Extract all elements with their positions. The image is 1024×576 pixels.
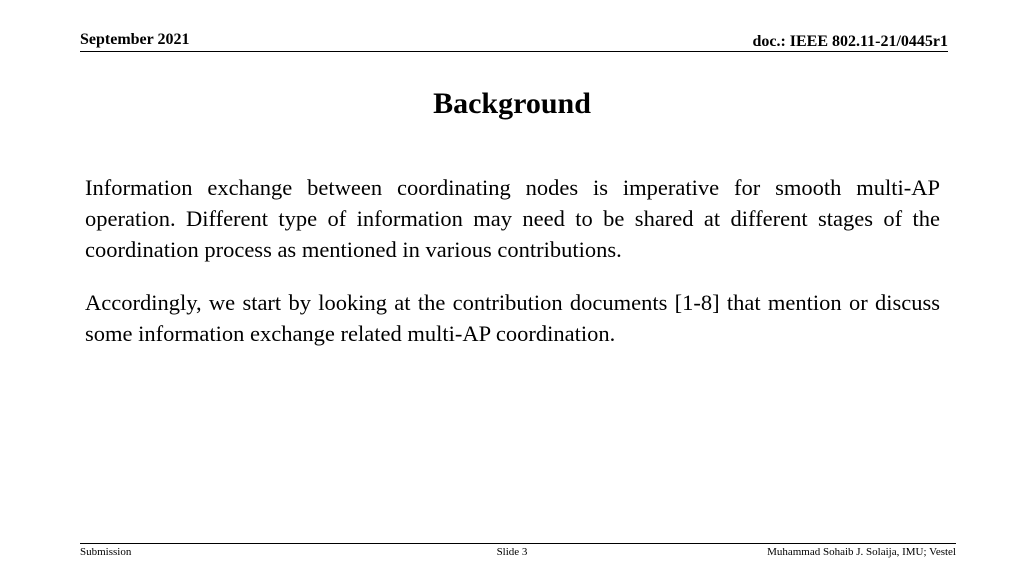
slide-title: Background (433, 87, 591, 120)
header-divider (80, 51, 948, 52)
footer-author: Muhammad Sohaib J. Solaija, IMU; Vestel (767, 546, 956, 558)
footer-divider (80, 543, 956, 544)
footer-slide-number: Slide 3 (496, 546, 528, 558)
slide-body (85, 172, 940, 371)
header-date: September 2021 (80, 31, 190, 48)
body-paragraph-2: Accordingly, we start by looking at the contribution documents [1-8] that mention or discuss some information exchange related multi-AP coordination. (85, 290, 940, 346)
header-doc-id: doc.: IEEE 802.11-21/0445r1 (752, 33, 948, 50)
footer-submission: Submission (80, 546, 132, 558)
body-paragraph-1: Information exchange between coordinating nodes is imperative for smooth multi-AP operation. Different type of information may need to be shared at different stages of the coordination process as mentioned in various contributions. (85, 175, 940, 262)
